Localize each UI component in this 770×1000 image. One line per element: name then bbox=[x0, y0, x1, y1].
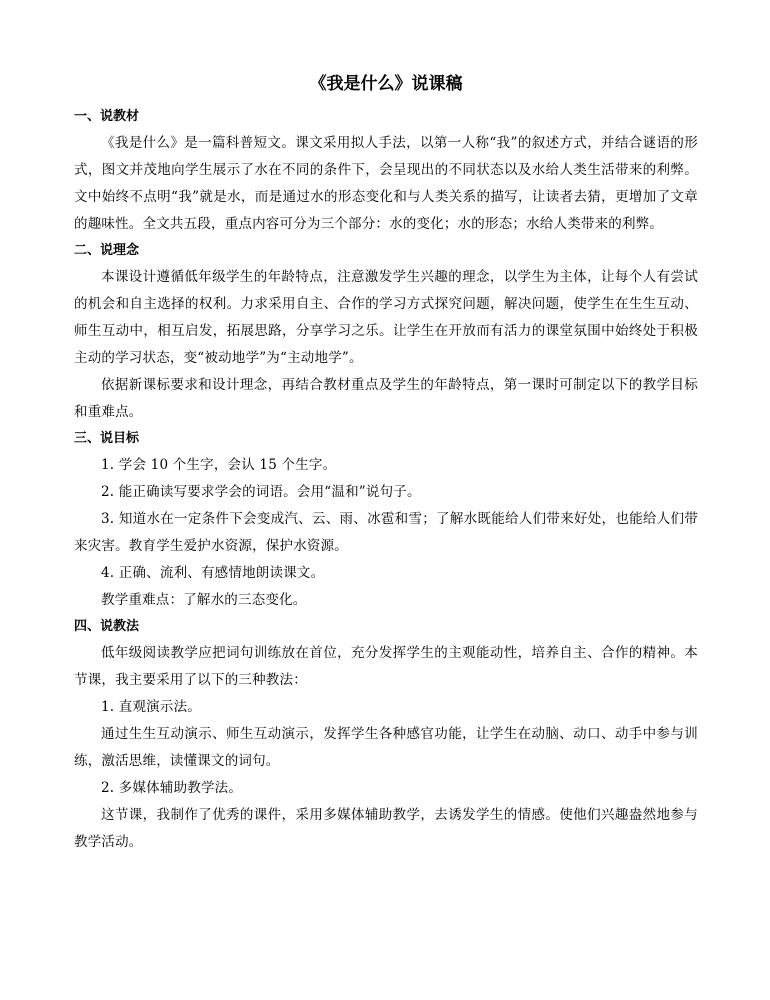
objective-item: 3. 知道水在一定条件下会变成汽、云、雨、冰雹和雪；了解水既能给人们带来好处，也能给人们带来灾害。教育学生爱护水资源，保护水资源。 bbox=[74, 511, 698, 554]
paragraph: 依据新课标要求和设计理念，再结合教材重点及学生的年龄特点，第一课时可制定以下的教学目标和重难点。 bbox=[74, 377, 698, 420]
objective-item: 1. 学会 10 个生字，会认 15 个生字。 bbox=[101, 457, 337, 473]
section-objectives bbox=[74, 426, 698, 614]
paragraph: 《我是什么》是一篇科普短文。课文采用拟人手法，以第一人称“我”的叙述方式，并结合谜语的形式，图文并茂地向学生展示了水在不同的条件下，会呈现出的不同状态以及水给人类生活带来的利弊。文中始终不点明“我”就是水，而是通过水的形态变化和与人类关系的描写，让读者去猜，更增加了文章的趣味性。全文共五段，重点内容可分为三个部分：水的变化；水的形态；水给人类带来的利弊。 bbox=[74, 135, 698, 232]
method-title: 1. 直观演示法。 bbox=[101, 699, 201, 715]
section-philosophy bbox=[74, 238, 698, 426]
section-textbook bbox=[74, 104, 698, 238]
key-difficulty: 教学重难点：了解水的三态变化。 bbox=[101, 592, 307, 608]
paragraph: 低年级阅读教学应把词句训练放在首位，充分发挥学生的主观能动性，培养自主、合作的精神。本节课，我主要采用了以下的三种教法： bbox=[74, 645, 698, 688]
objective-item: 2. 能正确读写要求学会的词语。会用“温和”说句子。 bbox=[101, 484, 421, 500]
paragraph: 这节课，我制作了优秀的课件，采用多媒体辅助教学，去诱发学生的情感。使他们兴趣盎然地参与教学活动。 bbox=[74, 807, 698, 850]
paragraph: 通过生生互动演示、师生互动演示，发挥学生各种感官功能，让学生在动脑、动口、动手中参与训练，激活思维，读懂课文的词句。 bbox=[74, 726, 698, 769]
document-title: 《我是什么》说课稿 bbox=[309, 74, 463, 94]
section-methods bbox=[74, 614, 698, 856]
section-heading: 一、说教材 bbox=[74, 109, 140, 124]
method-title: 2. 多媒体辅助教学法。 bbox=[101, 780, 243, 796]
paragraph: 本课设计遵循低年级学生的年龄特点，注意激发学生兴趣的理念，以学生为主体，让每个人有尝试的机会和自主选择的权利。力求采用自主、合作的学习方式探究问题，解决问题，使学生在生生互动、师生互动中，相互启发，拓展思路，分享学习之乐。让学生在开放而有活力的课堂氛围中始终处于积极主动的学习状态，变“被动地学”为“主动地学”。 bbox=[74, 269, 698, 366]
section-heading: 三、说目标 bbox=[74, 431, 140, 446]
document-page bbox=[74, 70, 698, 856]
section-heading: 二、说理念 bbox=[74, 243, 140, 258]
objective-item: 4. 正确、流利、有感情地朗读课文。 bbox=[101, 565, 325, 581]
section-heading: 四、说教法 bbox=[74, 619, 140, 634]
